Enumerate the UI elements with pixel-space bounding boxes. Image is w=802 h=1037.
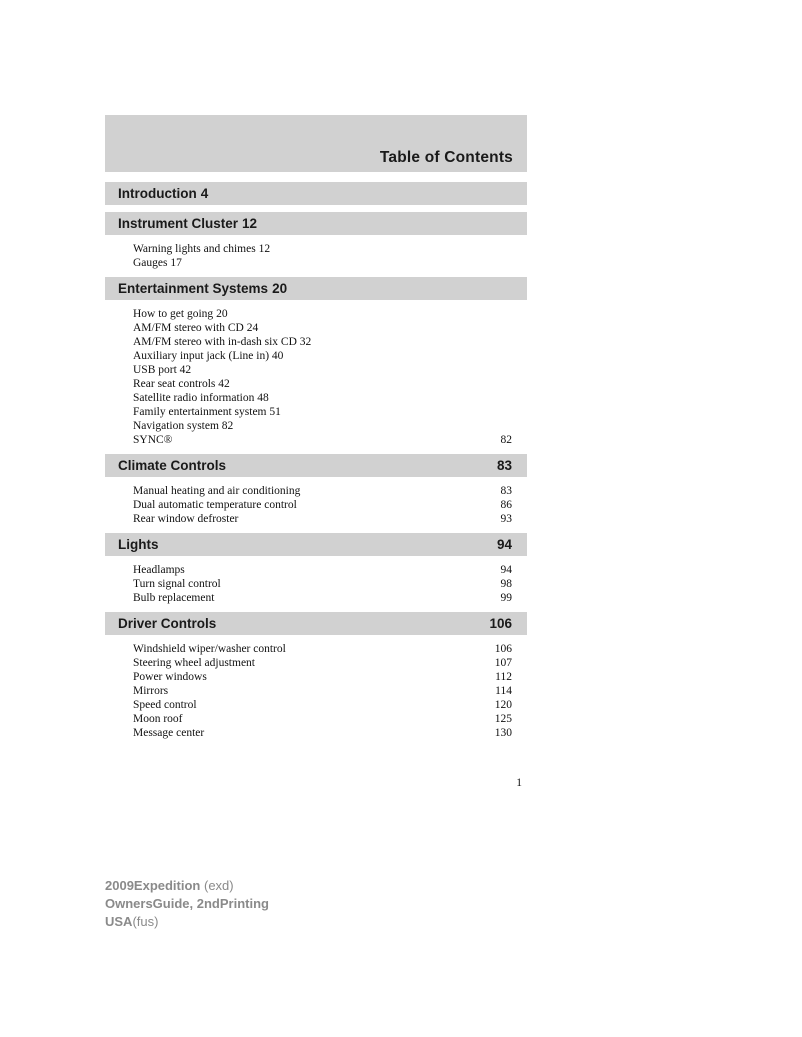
entry-label: Power windows	[133, 671, 207, 683]
entry-page-number: 112	[495, 671, 512, 683]
toc-entry	[133, 307, 512, 321]
toc-entry	[133, 656, 512, 670]
entry-label: Satellite radio information	[133, 392, 255, 404]
section-bar-climate-controls	[105, 454, 527, 477]
page-number: 1	[516, 777, 522, 789]
toc-entry	[133, 242, 512, 256]
entry-label: USB port	[133, 364, 177, 376]
section-entries-instrument-cluster	[105, 235, 527, 270]
section-title: Entertainment Systems 20	[118, 281, 288, 296]
section-page-number: 12	[242, 216, 258, 231]
section-title: Instrument Cluster 12	[118, 216, 258, 231]
section-title: Introduction 4	[118, 186, 209, 201]
section-entries-entertainment-systems	[105, 300, 527, 447]
entry-label: Moon roof	[133, 713, 183, 725]
toc-entry	[133, 256, 512, 270]
entry-page-number: 40	[271, 350, 284, 362]
section-page-number: 4	[200, 186, 209, 201]
entry-page-number: 93	[500, 513, 512, 525]
entry-page-number: 24	[246, 322, 259, 334]
section-page-number: 83	[496, 458, 512, 473]
footer-line-2: OwnersGuide, 2ndPrinting	[105, 896, 269, 911]
section-bar-instrument-cluster	[105, 212, 527, 235]
entry-page-number: 99	[500, 592, 512, 604]
entry-label: SYNC®	[133, 434, 173, 446]
entry-label: Bulb replacement	[133, 592, 215, 604]
section-bar-introduction	[105, 182, 527, 205]
entry-page-number: 51	[269, 406, 281, 418]
entry-label: Message center	[133, 727, 205, 739]
entry-page-number: 12	[258, 243, 271, 255]
entry-label: Speed control	[133, 699, 197, 711]
section-entries-driver-controls	[105, 635, 527, 740]
entry-label: Turn signal control	[133, 578, 221, 590]
entry-page-number: 106	[494, 643, 512, 655]
toc-entry	[133, 498, 512, 512]
entry-page-number: 20	[216, 308, 228, 320]
section-page-number: 20	[272, 281, 288, 296]
document-footer	[105, 877, 269, 931]
entry-page-number: 125	[494, 713, 512, 725]
toc-entry	[133, 484, 512, 498]
section-entries-climate-controls	[105, 477, 527, 526]
entry-label: Steering wheel adjustment	[133, 657, 255, 669]
section-bar-driver-controls	[105, 612, 527, 635]
section-page-number: 106	[489, 616, 512, 631]
toc-entry	[133, 642, 512, 656]
entry-label: Rear seat controls	[133, 378, 216, 390]
entry-page-number: 48	[257, 392, 269, 404]
entry-label: Rear window defroster	[133, 513, 239, 525]
entry-label: Manual heating and air conditioning	[133, 485, 301, 497]
toc-entry	[133, 349, 512, 363]
entry-label: Navigation system	[133, 420, 219, 432]
entry-label: AM/FM stereo with in-dash six CD	[133, 336, 297, 348]
toc-entry	[133, 335, 512, 349]
entry-label: How to get going	[133, 308, 214, 320]
toc-entry	[133, 377, 512, 391]
toc-entry	[133, 577, 512, 591]
table-of-contents-page	[105, 115, 527, 789]
toc-entry	[133, 433, 512, 447]
entry-page-number: 120	[494, 699, 512, 711]
toc-entry	[133, 684, 512, 698]
entry-label: Headlamps	[133, 564, 185, 576]
toc-entry	[133, 363, 512, 377]
entry-page-number: 114	[495, 685, 512, 697]
entry-label: Auxiliary input jack (Line in)	[133, 350, 270, 362]
entry-page-number: 86	[500, 499, 512, 511]
entry-label: Warning lights and chimes	[133, 243, 256, 255]
entry-page-number: 83	[500, 485, 512, 497]
toc-entry	[133, 712, 512, 726]
toc-entry	[133, 698, 512, 712]
toc-entry	[133, 670, 512, 684]
toc-entry	[133, 391, 512, 405]
section-bar-entertainment-systems	[105, 277, 527, 300]
footer-line-3: USA(fus)	[105, 914, 159, 929]
section-title: Lights	[118, 537, 159, 552]
section-bar-lights	[105, 533, 527, 556]
toc-header-bar	[105, 115, 527, 172]
toc-entry	[133, 419, 512, 433]
section-title: Driver Controls	[118, 616, 217, 631]
toc-entry	[133, 512, 512, 526]
toc-entry	[133, 563, 512, 577]
entry-label: AM/FM stereo with CD	[133, 322, 244, 334]
entry-page-number: 82	[221, 420, 234, 432]
entry-page-number: 42	[218, 378, 230, 390]
entry-label: Mirrors	[133, 685, 169, 697]
entry-page-number: 130	[494, 727, 512, 739]
entry-page-number: 107	[494, 657, 512, 669]
entry-page-number: 32	[299, 336, 312, 348]
entry-page-number: 42	[179, 364, 192, 376]
entry-label: Family entertainment system	[133, 406, 267, 418]
entry-page-number: 17	[170, 257, 182, 269]
entry-label: Windshield wiper/washer control	[133, 643, 286, 655]
toc-entry	[133, 405, 512, 419]
section-entries-lights	[105, 556, 527, 605]
section-page-number: 94	[496, 537, 512, 552]
section-title: Climate Controls	[118, 458, 227, 473]
footer-line-1: 2009Expedition (exd)	[105, 878, 234, 893]
entry-label: Dual automatic temperature control	[133, 499, 297, 511]
entry-label: Gauges	[133, 257, 168, 269]
entry-page-number: 94	[500, 564, 512, 576]
toc-entry	[133, 591, 512, 605]
toc-entry	[133, 726, 512, 740]
entry-page-number: 82	[500, 434, 512, 446]
entry-page-number: 98	[500, 578, 512, 590]
page-title: Table of Contents	[379, 149, 513, 166]
toc-entry	[133, 321, 512, 335]
